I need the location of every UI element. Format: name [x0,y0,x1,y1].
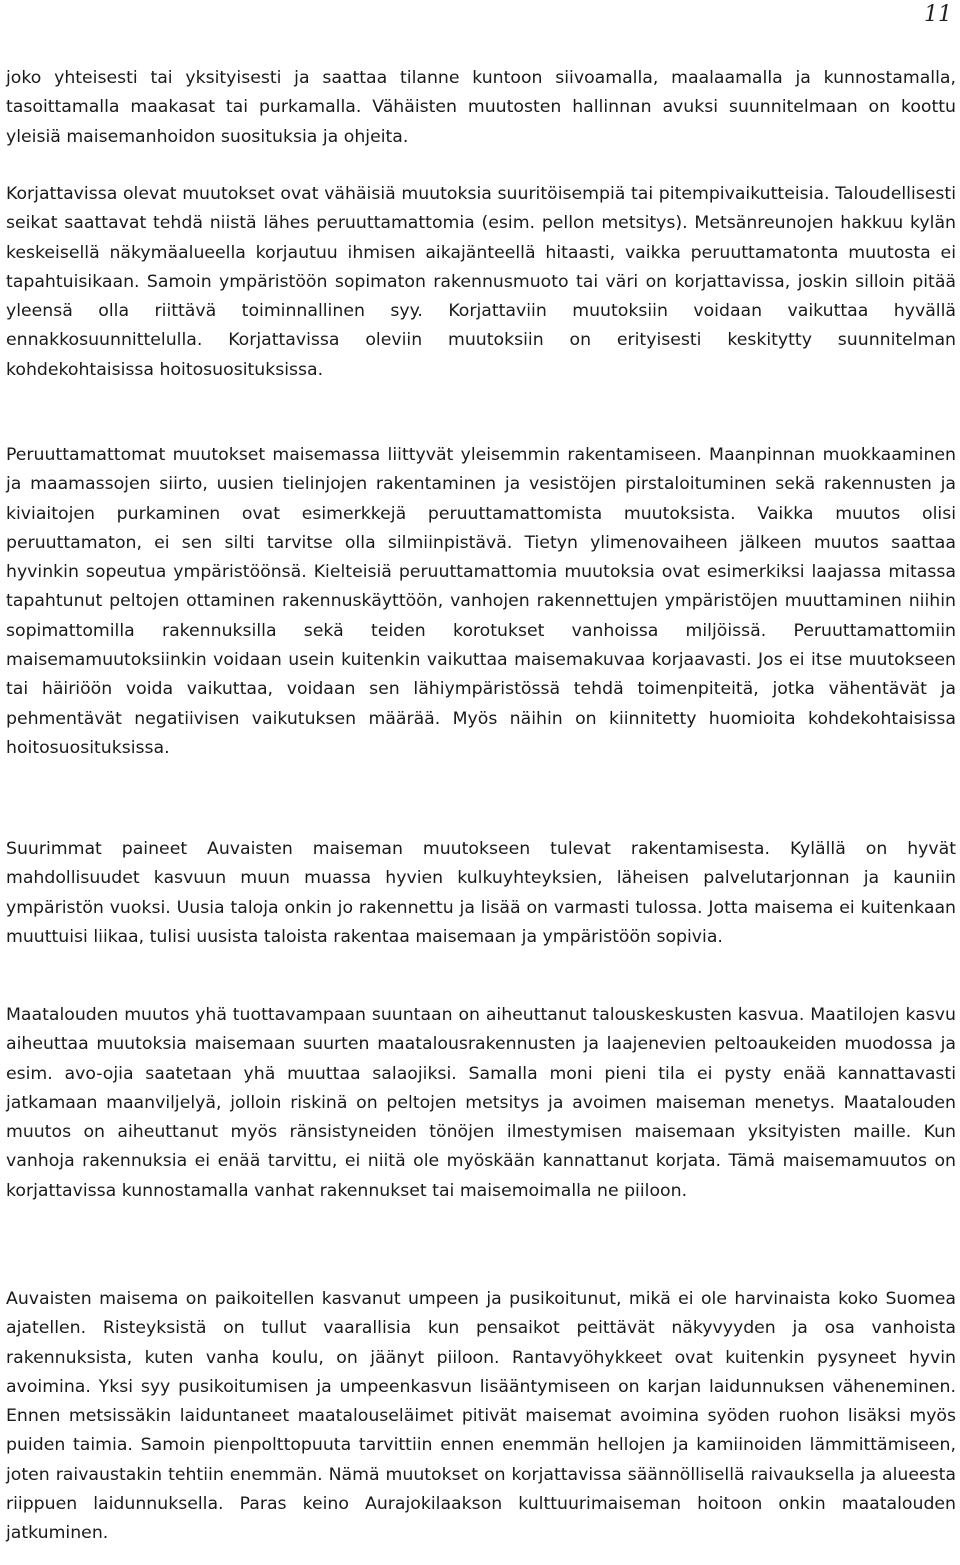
paragraph-overgrowth: Auvaisten maisema on paikoitellen kasvanut umpeen ja pusikoitunut, mikä ei ole harvinaista koko Suomea ajatellen. Risteyksistä on tullut vaarallisia kun pensaikot peittävät näkyvyyden ja osa vanhoista rakennuksista, kuten vanha koulu, on jäänyt piiloon. Rantavyöhykkeet ovat kuitenkin pysyneet hyvin avoimina. Yksi syy pusikoitumisen ja umpeenkasvun lisääntymiseen on karjan laidunnuksen väheneminen. Ennen metsissäkin laiduntaneet maatalouseläimet pitivät maisemat avoimina syöden ruohon lisäksi myös puiden taimia. Samoin pienpolttopuuta tarvittiin ennen enemmän hellojen ja kamiinoiden lämmittämiseen, joten raivaustakin tehtiin enemmän. Nämä muutokset on korjattavissa säännöllisellä raivauksella ja alueesta riippuen laidunnuksella. Paras keino Aurajokilaakson kulttuurimaiseman hoitoon onkin maatalouden jatkuminen. [6,1289,956,1544]
paragraph-correctable-changes: Korjattavissa olevat muutokset ovat vähäisiä muutoksia suuritöisempiä tai pitempivaikutteisia. Taloudellisesti seikat saattavat tehdä niistä lähes peruuttamattomia (esim. pellon metsitys). Metsänreunojen hakkuu kylän keskeisellä näkymäalueella korjautuu ihmisen aikajänteellä hitaasti, vaikka peruuttamatonta muutosta ei tapahtuisikaan. Samoin ympäristöön sopimaton rakennusmuoto tai väri on korjattavissa, joskin silloin pitää yleensä olla riittävä toiminnallinen syy. Korjattaviin muutoksiin voidaan vaikuttaa hyvällä ennakkosuunnittelulla. Korjattavissa oleviin muutoksiin on erityisesti keskitytty suunnitelman kohdekohtaisissa hoitosuosituksissa. [6,184,956,380]
paragraph-intro-continuation: joko yhteisesti tai yksityisesti ja saattaa tilanne kuntoon siivoamalla, maalaamalla ja kunnostamalla, tasoittamalla maakasat tai purkamalla. Vähäisten muutosten hallinnan avuksi suunnitelmaan on koottu yleisiä maisemanhoidon suosituksia ja ohjeita. [6,68,956,147]
page-number: 11 [924,2,952,27]
paragraph-agriculture-change: Maatalouden muutos yhä tuottavampaan suuntaan on aiheuttanut talouskeskusten kasvua. Maatilojen kasvu aiheuttaa muutoksia maisemaan suurten maatalousrakennusten ja laajenevien peltoaukeiden muodossa ja esim. avo-ojia saatetaan yhä muuttaa salaojiksi. Samalla moni pieni tila ei pysty enää kannattavasti jatkamaan maanviljelyä, jolloin riskinä on peltojen metsitys ja avoimen maiseman menetys. Maatalouden muutos on aiheuttanut myös ränsistyneiden tönöjen ilmestymisen maisemaan yksityisten maille. Kun vanhoja rakennuksia ei enää tarvittu, ei niitä ole myöskään kannattanut korjata. Tämä maisemamuutos on korjattavissa kunnostamalla vanhat rakennukset tai maisemoimalla ne piiloon. [6,1005,956,1201]
paragraph-irreversible-changes: Peruuttamattomat muutokset maisemassa liittyvät yleisemmin rakentamiseen. Maanpinnan muokkaaminen ja maamassojen siirto, uusien tielinjojen rakentaminen ja vesistöjen pirstaloituminen sekä rakennusten ja kiviaitojen purkaminen ovat esimerkkejä peruuttamattomista muutoksista. Vaikka muutos olisi peruuttamaton, ei sen silti tarvitse olla silmiinpistävä. Tietyn ylimenovaiheen jälkeen muutos saattaa hyvinkin sopeutua ympäristöönsä. Kielteisiä peruuttamattomia muutoksia ovat esimerkiksi laajassa mitassa tapahtunut peltojen ottaminen rakennuskäyttöön, vanhojen rakennettujen ympäristöjen muuttaminen niihin sopimattomilla rakennuksilla sekä teiden korotukset vanhoissa miljöissä. Peruuttamattomiin maisemamuutoksiinkin voidaan usein kuitenkin vaikuttaa maisemakuvaa korjaavasti. Jos ei itse muutokseen tai häiriöön voida vaikuttaa, voidaan sen lähiympäristössä tehdä toimenpiteitä, jotka vähentävät ja pehmentävät negatiivisen vaikutuksen määrää. Myös näihin on kiinnitetty huomioita kohdekohtaisissa hoitosuosituksissa. [6,445,956,758]
paragraph-construction-pressure: Suurimmat paineet Auvaisten maiseman muutokseen tulevat rakentamisesta. Kylällä on hyvät mahdollisuudet kasvuun muun muassa hyvien kulkuyhteyksien, läheisen palvelutarjonnan ja kauniin ympäristön vuoksi. Uusia taloja onkin jo rakennettu ja lisää on varmasti tulossa. Jotta maisema ei kuitenkaan muuttuisi liikaa, tulisi uusista taloista rakentaa maisemaan ja ympäristöön sopivia. [6,839,956,947]
